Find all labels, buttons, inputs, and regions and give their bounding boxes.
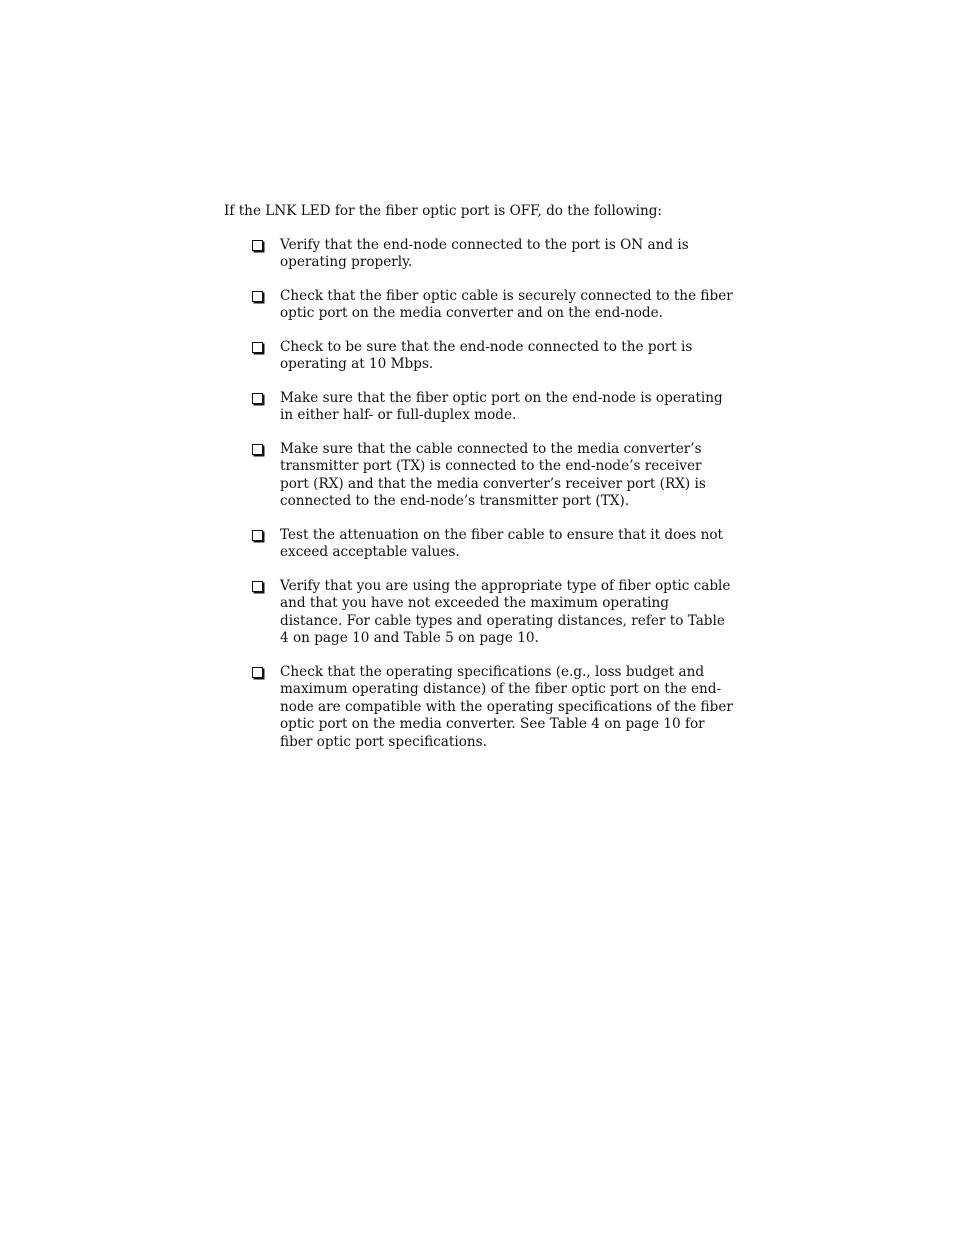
intro-paragraph: If the LNK LED for the fiber optic port is OFF, do the following: xyxy=(224,203,663,219)
checkbox-bullet-icon xyxy=(252,530,263,541)
list-item-text: Check that the operating specifications (e.g., loss budget and maximum operating distance) of the fiber optic port on the end-node are compatible with the operating specifications of the fiber optic port on the media converter. See Table 4 on page 10 for fiber optic port specifications. xyxy=(280,663,733,750)
list-item-text: Make sure that the cable connected to the media converter’s transmitter port (TX) is connected to the end-node’s receiver port (RX) and that the media converter’s receiver port (RX) is connected to the end-node’s transmitter port (TX). xyxy=(280,440,706,509)
checkbox-bullet-icon xyxy=(252,240,263,251)
checklist xyxy=(224,237,734,752)
list-item xyxy=(224,578,734,648)
list-item xyxy=(224,288,734,323)
checkbox-bullet-icon xyxy=(252,667,263,678)
list-item xyxy=(224,664,734,752)
list-item xyxy=(224,527,734,562)
list-item xyxy=(224,441,734,511)
list-item-text: Check to be sure that the end-node connected to the port is operating at 10 Mbps. xyxy=(280,338,693,372)
checkbox-bullet-icon xyxy=(252,393,263,404)
checkbox-bullet-icon xyxy=(252,291,263,302)
checkbox-bullet-icon xyxy=(252,581,263,592)
list-item-text: Test the attenuation on the fiber cable to ensure that it does not exceed acceptable values. xyxy=(280,526,723,560)
document-body xyxy=(224,203,734,767)
list-item-text: Check that the fiber optic cable is securely connected to the fiber optic port on the media converter and on the end-node. xyxy=(280,287,733,321)
list-item-text: Make sure that the fiber optic port on the end-node is operating in either half- or full-duplex mode. xyxy=(280,389,723,423)
list-item-text: Verify that you are using the appropriate type of fiber optic cable and that you have not exceeded the maximum operating distance. For cable types and operating distances, refer to Table 4 on page 10 and Table 5 on page 10. xyxy=(280,577,731,646)
checkbox-bullet-icon xyxy=(252,444,263,455)
list-item xyxy=(224,390,734,425)
checkbox-bullet-icon xyxy=(252,342,263,353)
list-item xyxy=(224,339,734,374)
list-item xyxy=(224,237,734,272)
list-item-text: Verify that the end-node connected to the port is ON and is operating properly. xyxy=(280,236,689,270)
